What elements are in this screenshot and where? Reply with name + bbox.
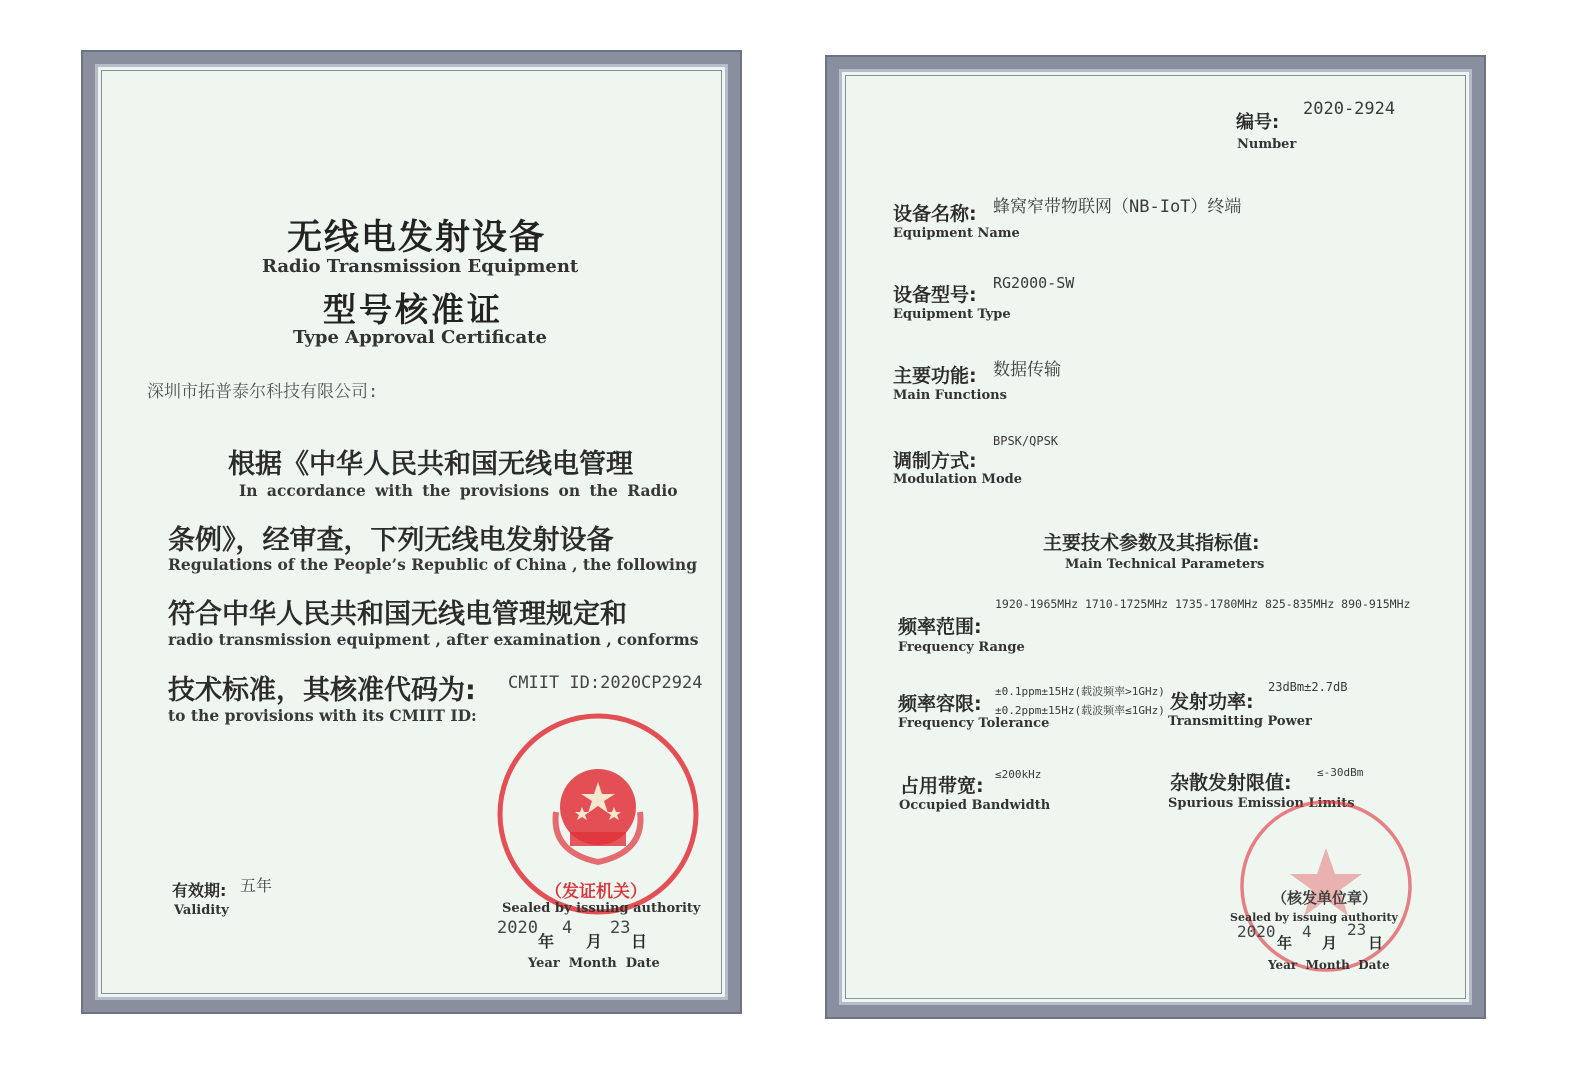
freq-range-label-en: Frequency Range xyxy=(898,640,1025,655)
equip-name-label-cn: 设备名称: xyxy=(893,203,977,225)
params-heading-cn: 主要技术参数及其指标值: xyxy=(1043,532,1260,554)
tx-power-label-en: Transmitting Power xyxy=(1168,714,1312,729)
freq-tolerance-value-2: ±0.2ppm±15Hz(载波频率≤1GHz) xyxy=(995,704,1165,717)
modulation-value: BPSK/QPSK xyxy=(993,434,1059,448)
right-date-year: 2020 xyxy=(1237,922,1276,941)
bandwidth-label-cn: 占用带宽: xyxy=(900,775,984,797)
modulation-label-cn: 调制方式: xyxy=(893,450,977,472)
equip-type-value: RG2000-SW xyxy=(993,274,1075,292)
para-en-4: to the provisions with its CMIIT ID: xyxy=(168,706,477,725)
number-label-en: Number xyxy=(1237,137,1297,152)
tx-power-label-cn: 发射功率: xyxy=(1170,691,1254,713)
date-month: 4 xyxy=(562,918,573,938)
subtitle-en: Type Approval Certificate xyxy=(293,327,547,348)
freq-tolerance-label-en: Frequency Tolerance xyxy=(898,716,1050,731)
params-heading-en: Main Technical Parameters xyxy=(1065,557,1265,572)
equip-type-label-cn: 设备型号: xyxy=(893,284,977,306)
right-date-label-en: Year Month Date xyxy=(1268,958,1390,972)
title-en: Radio Transmission Equipment xyxy=(262,256,579,277)
subtitle-cn: 型号核准证 xyxy=(323,290,503,329)
para-cn-4: 技术标准，其核准代码为: xyxy=(168,675,476,706)
company-name: 深圳市拓普泰尔科技有限公司: xyxy=(147,382,379,402)
para-cn-2: 条例》，经审查，下列无线电发射设备 xyxy=(168,525,614,556)
validity-label-cn: 有效期: xyxy=(172,881,227,900)
date-year: 2020 xyxy=(497,918,538,938)
para-en-3: radio transmission equipment , after examination , conforms xyxy=(168,630,699,649)
date-day: 23 xyxy=(610,918,631,938)
main-func-value: 数据传输 xyxy=(993,360,1061,380)
validity-label-en: Validity xyxy=(174,903,229,918)
sealed-by-label: Sealed by issuing authority xyxy=(502,901,701,916)
bandwidth-value: ≤200kHz xyxy=(995,768,1042,781)
date-day-cn: 日 xyxy=(631,932,648,951)
spurious-label-cn: 杂散发射限值: xyxy=(1170,772,1292,794)
bandwidth-label-en: Occupied Bandwidth xyxy=(899,798,1051,813)
right-date-month-cn: 月 xyxy=(1322,934,1338,952)
title-cn: 无线电发射设备 xyxy=(287,218,547,258)
freq-tolerance-label-cn: 频率容限: xyxy=(898,693,982,715)
validity-value: 五年 xyxy=(240,876,273,895)
freq-range-label-cn: 频率范围: xyxy=(898,616,982,638)
right-date-month: 4 xyxy=(1302,922,1312,941)
para-cn-1: 根据《中华人民共和国无线电管理 xyxy=(228,449,633,480)
para-cn-3: 符合中华人民共和国无线电管理规定和 xyxy=(168,599,627,630)
equip-name-value: 蜂窝窄带物联网（NB-IoT）终端 xyxy=(993,197,1242,217)
right-date-year-cn: 年 xyxy=(1277,934,1293,952)
seal-caption: （发证机关） xyxy=(545,882,647,902)
right-date-day-cn: 日 xyxy=(1368,934,1384,952)
equip-name-label-en: Equipment Name xyxy=(893,226,1020,241)
date-year-cn: 年 xyxy=(538,932,555,951)
main-func-label-cn: 主要功能: xyxy=(893,365,977,387)
tx-power-value: 23dBm±2.7dB xyxy=(1268,680,1348,694)
number-value: 2020-2924 xyxy=(1303,99,1396,119)
date-label-en: Year Month Date xyxy=(528,956,660,971)
modulation-label-en: Modulation Mode xyxy=(893,472,1022,487)
main-func-label-en: Main Functions xyxy=(893,388,1007,403)
freq-tolerance-value-1: ±0.1ppm±15Hz(载波频率>1GHz) xyxy=(995,685,1165,698)
freq-range-value: 1920-1965MHz 1710-1725MHz 1735-1780MHz 825-835MHz 890-915MHz xyxy=(995,597,1411,611)
right-sealed-by-label: Sealed by issuing authority xyxy=(1230,911,1398,924)
right-seal-caption: （核发单位章） xyxy=(1272,889,1378,907)
spurious-value: ≤-30dBm xyxy=(1317,766,1364,779)
cmiit-id-value: CMIIT ID:2020CP2924 xyxy=(508,673,703,693)
right-date-day: 23 xyxy=(1347,920,1367,939)
para-en-2: Regulations of the People’s Republic of China , the following xyxy=(168,555,698,574)
spurious-label-en: Spurious Emission Limits xyxy=(1168,796,1355,811)
para-en-1: In accordance with the provisions on the Radio xyxy=(239,481,678,500)
equip-type-label-en: Equipment Type xyxy=(893,307,1011,322)
number-label-cn: 编号: xyxy=(1236,112,1280,133)
date-month-cn: 月 xyxy=(586,932,603,951)
